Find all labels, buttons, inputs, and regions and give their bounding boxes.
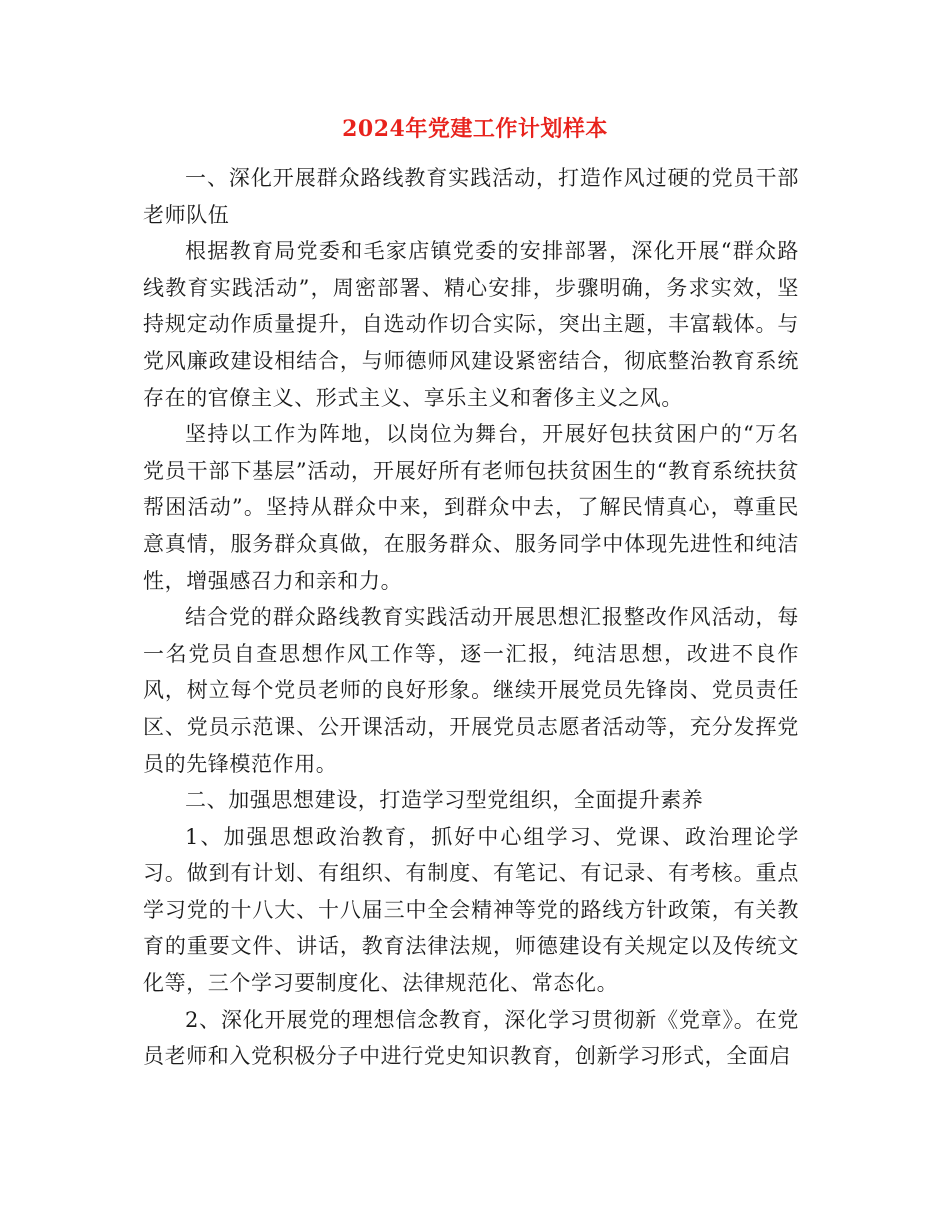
section-heading-2: 二、加强思想建设，打造学习型党组织，全面提升素养 bbox=[185, 788, 704, 813]
section-heading-1: 一、深化开展群众路线教育实践活动，打造作风过硬的党员干部老师队伍 bbox=[143, 166, 799, 227]
paragraph: 2、深化开展党的理想信念教育，深化学习贯彻新《党章》。在党员老师和入党积极分子中进行党史知识教育，创新学习形式，全面启 bbox=[143, 1007, 799, 1069]
paragraph: 根据教育局党委和毛家店镇党委的安排部署，深化开展“群众路线教育实践活动”，周密部署、精心安排，步骤明确，务求实效，坚持规定动作质量提升，自选动作切合实际，突出主题，丰富载体。与党风廉政建设相结合，与师德师风建设紧密结合，彻底整治教育系统存在的官僚主义、形式主义、享乐主义和奢侈主义之风。 bbox=[143, 239, 799, 410]
paragraph: 结合党的群众路线教育实践活动开展思想汇报整改作风活动，每一名党员自查思想作风工作等，逐一汇报，纯洁思想，改进不良作风，树立每个党员老师的良好形象。继续开展党员先锋岗、党员责任区、党员示范课、公开课活动，开展党员志愿者活动等，充分发挥党员的先锋模范作用。 bbox=[143, 605, 799, 776]
document-title: 2024年党建工作计划样本 bbox=[342, 116, 608, 142]
paragraph: 1、加强思想政治教育，抓好中心组学习、党课、政治理论学习。做到有计划、有组织、有制度、有笔记、有记录、有考核。重点学习党的十八大、十八届三中全会精神等党的路线方针政策，有关教育的重要文件、讲话，教育法律法规，师德建设有关规定以及传统文化等，三个学习要制度化、法律规范化、常态化。 bbox=[143, 824, 799, 996]
document-body bbox=[143, 160, 799, 1075]
paragraph: 坚持以工作为阵地，以岗位为舞台，开展好包扶贫困户的“万名党员干部下基层”活动，开展好所有老师包扶贫困生的“教育系统扶贫帮困活动”。坚持从群众中来，到群众中去，了解民情真心，尊重民意真情，服务群众真做，在服务群众、服务同学中体现先进性和纯洁性，增强感召力和亲和力。 bbox=[143, 422, 799, 593]
